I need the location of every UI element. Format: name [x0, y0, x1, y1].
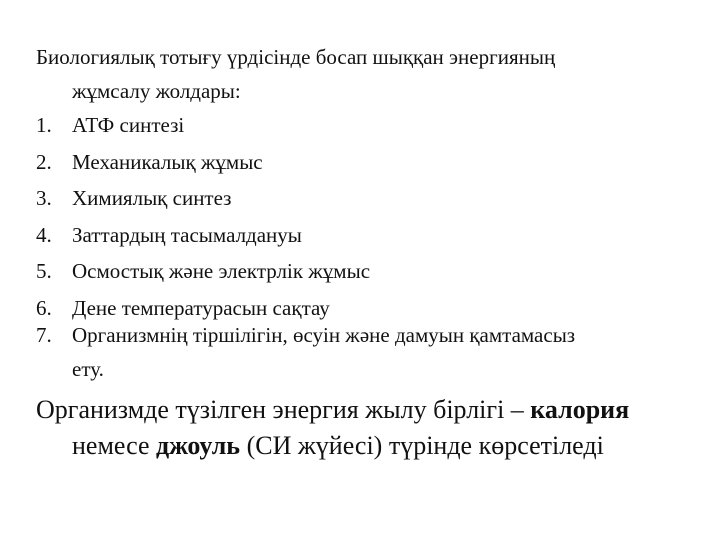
- list-item-number: 1.: [36, 113, 52, 137]
- list-item-text: Заттардың тасымалдануы: [72, 222, 302, 247]
- list-item-text-line-2: ету.: [72, 357, 104, 381]
- list-item-text: Осмостық және электрлік жұмыс: [72, 259, 371, 283]
- intro-line-1: Биологиялық тотығу үрдісінде босап шыққан энергияның: [36, 45, 556, 69]
- summary-bold-calorie: калория: [530, 395, 630, 424]
- summary-text-part-3: (СИ жүйесі) түрінде көрсетіледі: [240, 431, 604, 460]
- list-item-text-line-1: Организмнің тіршілігін, өсуін және дамуын қамтамасыз: [72, 323, 576, 347]
- list-item-text: АТФ синтезі: [72, 113, 185, 137]
- list-item: [36, 253, 686, 290]
- list-item: [36, 217, 686, 254]
- list-item-text: Дене температурасын сақтау: [72, 295, 330, 320]
- intro-line-2: жұмсалу жолдары:: [72, 79, 241, 103]
- list-item-number: 2.: [36, 149, 52, 174]
- summary-bold-joule: джоуль: [156, 431, 241, 460]
- summary-text-part-1: Организмде түзілген энергия жылу бірлігі –: [36, 395, 531, 424]
- summary-paragraph: [36, 392, 706, 464]
- list-item: [36, 144, 686, 181]
- list-item-number: 7.: [36, 323, 52, 347]
- list-item-text: Механикалық жұмыс: [72, 149, 263, 174]
- intro-paragraph: [36, 40, 676, 108]
- list-item: [36, 180, 686, 217]
- list-item-number: 4.: [36, 222, 52, 247]
- list-item: [36, 107, 686, 144]
- list-item-number: 5.: [36, 259, 52, 283]
- numbered-list: [36, 107, 686, 326]
- summary-line-2: [36, 428, 706, 464]
- list-item-7: [36, 318, 686, 386]
- list-item-text: Химиялық синтез: [72, 186, 232, 210]
- summary-text-part-2: немесе: [72, 431, 156, 460]
- list-item-number: 3.: [36, 186, 52, 210]
- list-item-number: 6.: [36, 295, 52, 320]
